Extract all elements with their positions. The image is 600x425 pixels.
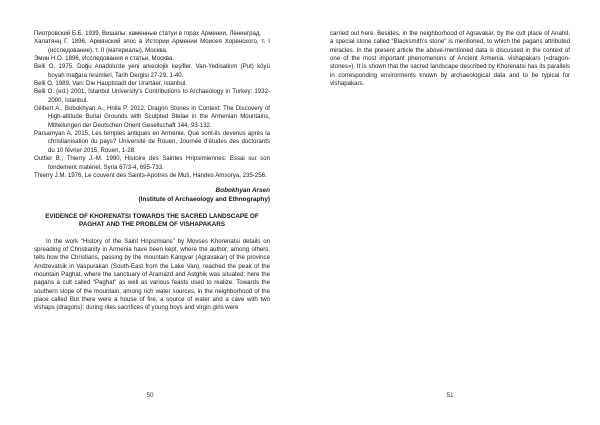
page-number-left: 50: [146, 392, 154, 399]
article-title: EVIDENCE OF KHORENATSI TOWARDS THE SACRED LANDSCAPE OF PAGHAT AND THE PROBLEM OF VISHAPAKARS: [45, 213, 259, 229]
article-body-right: carried out here. Besides, in the neighborhood of Agravakar, by the cult place of Anahit, a special stone called “Blacksmith's stone” is mentioned, to which the pagans attributed miracles. In the present article the above-mentioned data is discussed in the context of one of the most important phenomenons of Ancient Armenia, vishapakars («dragon-stones»). It is shown that the sacred landscape described by Khorenatsi has its parallels in corresponding envirorments known by archaeological data and to be typical for vishapakars.: [330, 30, 570, 88]
right-page: [300, 0, 600, 425]
reference-entry: Эмин Н.О. 1896, Исследования и статьи, Москва.: [34, 55, 175, 63]
right-page-content: [330, 30, 570, 88]
article-body-left: In the work “History of the Saint Hripsimians” by Movses Khorenatsi details on spreading of Christianity in Armenia have been kept, where the author, among others, tells how the Christians, passing by the mountain Kangvar (Agravakar) of the province Andzevatsik in Vaspurakan (South-East from the Lake Van), reached the peak of the mountain Paghat, where the sanctuary of Aramazd and Astghik was situated: here the pagans a cult called “Paghat” as well as various feasts used to realize. Towards the southern slope of the mountain, among rich water sources, in the neighborhood of the place called But there were a house of fire, a source of water and a cave with two vishaps (dragons): during rites sacrifices of young boys and virgin girls were: [34, 237, 270, 312]
author-institution: (Institute of Archaeology and Ethnography): [138, 195, 270, 203]
author-block: [34, 187, 270, 204]
reference-entry: Parsamyan A. 2015, Les temples antiques en Arménie. Que sont-ils devenus après la christianisation du pays? Université de Rouen, Journée d'études des doctorants du 10 février 2015, Rouen, 1-28.: [34, 130, 270, 154]
reference-entry: Пиотровский Б.Б. 1939, Вишапы: каменные статуи в горах Армении, Ленинград.: [34, 30, 262, 37]
reference-entry: Belli O. (ed.) 2001, Istanbul University's Contributions to Archaeology in Turkey: 1932-2000, Istanbul.: [34, 88, 270, 104]
page-number-right: 51: [446, 392, 454, 399]
reference-entry: Belli O. 1989, Van: Die Hauptstadt der Urartäer, Istanbul.: [34, 80, 187, 88]
reference-entry: Belli O. 1975, Doğu Anadolu'de yeni arkeolojik keşifler. Van-Yedisalkım (Put) köyü boyah mağara resimleri, Tarih Dergisi 27-29, 1-40.: [34, 63, 270, 79]
reference-entry: Outtier B., Thierry J.-M. 1990, Histoire des Saintes Hripsimiennes: Essai sur son fondement matériel, Syria 67/3-4, 695-733.: [34, 155, 270, 171]
reference-list: [34, 30, 270, 180]
author-name: Bobokhyan Arsen: [215, 187, 270, 195]
reference-entry: Thierry J.M. 1976, Le couvent des Saints-Apotres de Muš, Handes Amsorya, 235-256.: [34, 171, 267, 179]
reference-entry: Халатянц Г. 1896, Армянский эпос в Истории Армении Моисея Хоренского, т. I (исследование), т. II (материалы), Москва.: [34, 38, 270, 54]
reference-entry: Gilibert A., Bobokhyan A., Hnila P. 2012, Dragon Stones in Context: The Discovery of High-altitude Burial Grounds with Sculpted Stelae in the Armenian Mountains, Mitteilungen der Deutschen Orient Gesellschaft 144, 93-132.: [34, 105, 270, 129]
left-page-content: [34, 30, 270, 313]
